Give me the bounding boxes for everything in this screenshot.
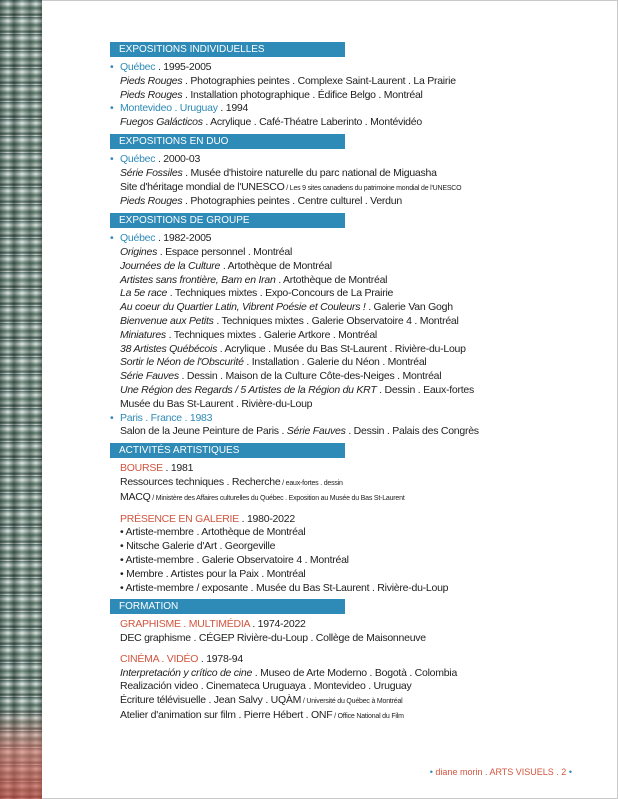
entry-paris: • Paris . France . 1983 xyxy=(110,411,213,424)
entry-quebec: • Québec . 1995-2005 xyxy=(110,61,212,73)
block-cinema-video: CINÉMA . VIDÉO . 1978-94 Interpretación y crítico de cine . Museo de Arte Moderno . Bogotà . Colombia Realización video . Cinemateca Uruguaya . Montevideo . Uruguay Écriture télévisuelle . Jean Salvy . UQÀM / Université du Québec à Montréal Atelier d'animation sur film . Pierre Hébert . ONF / Office National du Film xyxy=(110,653,590,724)
block-graphisme: GRAPHISME . MULTIMÉDIA . 1974-2022 DEC graphisme . CÉGEP Rivière-du-Loup . Collège de Maisonneuve xyxy=(110,618,590,646)
entry-line: Bienvenue aux Petits . Techniques mixtes . Galerie Observatoire 4 . Montréal xyxy=(120,314,459,327)
section-header: ACTIVITÉS ARTISTIQUES xyxy=(110,443,345,458)
entry-line: Salon de la Jeune Peinture de Paris . Série Fauves . Dessin . Palais des Congrès xyxy=(120,425,479,438)
entry-line: DEC graphisme . CÉGEP Rivière-du-Loup . Collège de Maisonneuve xyxy=(120,632,426,645)
block-bourse: BOURSE . 1981 Ressources techniques . Recherche / eaux-fortes . dessin MACQ / Ministère des Affaires culturelles du Québec . Exposition au Musée du Bas St-Laurent xyxy=(110,462,590,505)
section-formation xyxy=(110,599,590,724)
list-item: • Nitsche Galerie d'Art . Georgeville xyxy=(120,540,276,553)
bullet-icon: • xyxy=(568,767,572,777)
section-header: EXPOSITIONS DE GROUPE xyxy=(110,213,345,228)
section-activites-artistiques xyxy=(110,443,590,595)
section-expositions-de-groupe xyxy=(110,213,590,439)
entry-line: Sortir le Néon de l'Obscurité . Installation . Galerie du Néon . Montréal xyxy=(120,356,427,369)
section-header: EXPOSITIONS EN DUO xyxy=(110,134,345,149)
entry-line: Realización video . Cinemateca Uruguaya . Montevideo . Uruguay xyxy=(120,680,412,693)
entry-line: Musée du Bas St-Laurent . Rivière-du-Loup xyxy=(120,397,313,410)
entry-line: Miniatures . Techniques mixtes . Galerie Artkore . Montréal xyxy=(120,328,378,341)
list-item: • Artiste-membre . Galerie Observatoire 4 . Montréal xyxy=(120,553,349,566)
bullet-icon: • xyxy=(110,152,114,165)
bullet-icon: • xyxy=(110,102,114,115)
entry-line: La 5e race . Techniques mixtes . Expo-Concours de La Prairie xyxy=(120,287,394,300)
list-item: • Artiste-membre . Artothèque de Montréal xyxy=(120,526,306,539)
decorative-edge-image xyxy=(0,0,42,799)
section-expositions-individuelles xyxy=(110,42,590,130)
entry-quebec: • Québec . 1982-2005 xyxy=(110,232,212,245)
page-footer: • diane morin . ARTS VISUELS . 2 • xyxy=(429,767,572,777)
entry-line: Pieds Rouges . Installation photographique . Édifice Belgo . Montréal xyxy=(120,88,423,101)
entry-line: Une Région des Regards / 5 Artistes de la Région du KRT . Dessin . Eaux-fortes xyxy=(120,383,475,396)
section-header: FORMATION xyxy=(110,599,345,614)
block-presence-en-galerie: PRÉSENCE EN GALERIE . 1980-2022 • Artiste-membre . Artothèque de Montréal • Nitsche Galerie d'Art . Georgeville • Artiste-membre . Galerie Observatoire 4 . Montréal • Membre . Artistes pour la Paix . Montréal • Artiste-membre / exposante . Musée du Bas St-Laurent . Rivière-du-Loup xyxy=(110,513,590,596)
entry-line: Journées de la Culture . Artothèque de Montréal xyxy=(120,259,332,272)
bullet-icon: • xyxy=(110,61,114,73)
entry-line: Atelier d'animation sur film . Pierre Hébert . ONF / Office National du Film xyxy=(120,709,404,722)
entry-line: Écriture télévisuelle . Jean Salvy . UQÀM / Université du Québec à Montréal xyxy=(120,694,403,707)
entry-line: Série Fossiles . Musée d'histoire naturelle du parc national de Miguasha xyxy=(120,166,437,179)
list-item: • Membre . Artistes pour la Paix . Montréal xyxy=(120,567,306,580)
cv-content xyxy=(110,42,590,728)
entry-line: Origines . Espace personnel . Montréal xyxy=(120,245,293,258)
entry-line: MACQ / Ministère des Affaires culturelles du Québec . Exposition au Musée du Bas St-Laurent xyxy=(120,490,405,503)
entry-line: 38 Artistes Québécois . Acrylique . Musée du Bas St-Laurent . Rivière-du-Loup xyxy=(120,342,466,355)
entry-line: Ressources techniques . Recherche / eaux-fortes . dessin xyxy=(120,475,343,488)
entry-line: Site d'héritage mondial de l'UNESCO / Les 9 sites canadiens du patrimoine mondial de l'UNESCO xyxy=(120,180,462,193)
entry-line: Série Fauves . Dessin . Maison de la Culture Côte-des-Neiges . Montréal xyxy=(120,370,442,383)
entry-line: Interpretación y crítico de cine . Museo de Arte Moderno . Bogotà . Colombia xyxy=(120,666,458,679)
section-expositions-en-duo xyxy=(110,134,590,209)
section-header: EXPOSITIONS INDIVIDUELLES xyxy=(110,42,345,57)
entry-line: Pieds Rouges . Photographies peintes . Centre culturel . Verdun xyxy=(120,195,402,208)
entry-quebec: • Québec . 2000-03 xyxy=(110,152,201,165)
entry-line: Au coeur du Quartier Latin, Vibrent Poésie et Couleurs ! . Galerie Van Gogh xyxy=(120,301,453,314)
bullet-icon: • xyxy=(110,232,114,245)
list-item: • Artiste-membre / exposante . Musée du Bas St-Laurent . Rivière-du-Loup xyxy=(120,581,449,594)
entry-montevideo: • Montevideo . Uruguay . 1994 xyxy=(110,102,249,115)
entry-line: Pieds Rouges . Photographies peintes . Complexe Saint-Laurent . La Prairie xyxy=(120,74,456,87)
bullet-icon: • xyxy=(110,411,114,424)
entry-line: Artistes sans frontière, Bam en Iran . Artothèque de Montréal xyxy=(120,273,388,286)
bullet-icon: • xyxy=(429,767,433,777)
entry-line: Fuegos Galácticos . Acrylique . Café-Théatre Laberinto . Montévidéo xyxy=(120,116,422,129)
